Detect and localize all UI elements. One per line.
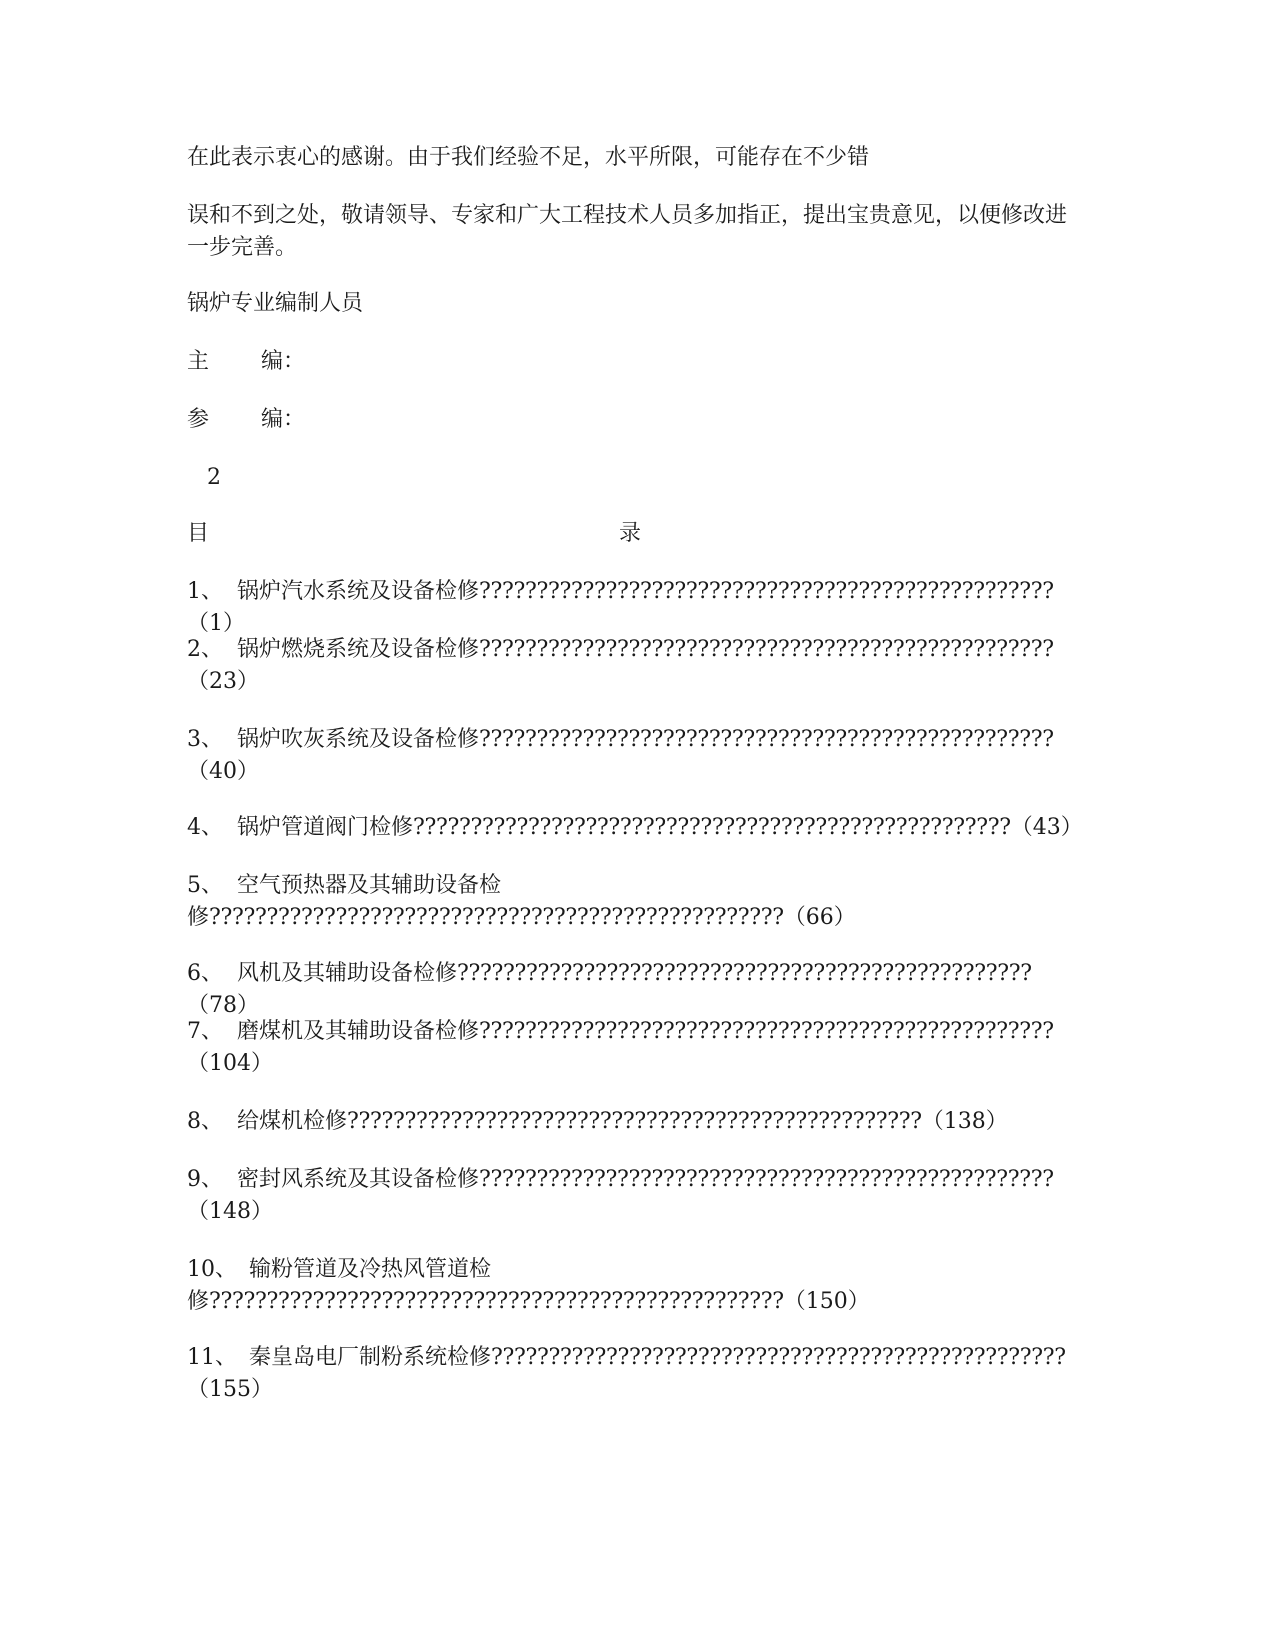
toc-entry[interactable]: [187, 812, 1087, 844]
toc-entry-page: （138）: [921, 1109, 1008, 1134]
toc-entry-title: 风机及其辅助设备检修: [237, 961, 458, 986]
toc-entry-title: 秦皇岛电厂制粉系统检修: [249, 1345, 492, 1370]
toc-entry[interactable]: [187, 958, 1087, 1022]
toc-entry-title: 密封风系统及其设备检修: [237, 1167, 480, 1192]
toc-entry-title: 空气预热器及其辅助设备检修: [187, 873, 502, 930]
toc-entry[interactable]: [187, 1016, 1087, 1080]
toc-entry-leader: ??????????????????????????????????????????????????: [491, 1345, 1066, 1370]
toc-entry-page: （23）: [187, 669, 259, 694]
toc-entry-number: 11、: [187, 1345, 237, 1370]
team-title: 锅炉专业编制人员: [187, 291, 364, 316]
toc-entry[interactable]: [187, 870, 1087, 934]
toc-entry[interactable]: [187, 576, 1087, 640]
toc-entry-page: （1）: [187, 611, 245, 636]
toc-entry-page: （43）: [1010, 815, 1083, 840]
toc-entry[interactable]: [187, 1106, 1087, 1138]
toc-entry[interactable]: [187, 1164, 1087, 1228]
toc-entry-page: （155）: [187, 1377, 273, 1402]
page-number: 2: [207, 465, 221, 490]
toc-entry-number: 4、: [187, 815, 223, 840]
toc-entry-number: 8、: [187, 1109, 223, 1134]
toc-entry-page: （104）: [187, 1051, 273, 1076]
toc-entry-title: 锅炉燃烧系统及设备检修: [237, 637, 480, 662]
toc-entry-leader: ??????????????????????????????????????????????????: [209, 1289, 784, 1314]
toc-entry[interactable]: [187, 1342, 1087, 1406]
toc-entry-number: 6、: [187, 961, 223, 986]
toc-entry[interactable]: [187, 634, 1087, 698]
toc-entry-leader: ??????????????????????????????????????????????????: [479, 727, 1054, 752]
toc-entry-leader: ??????????????????????????????????????????????????: [479, 1167, 1054, 1192]
toc-entry-number: 5、: [187, 873, 223, 898]
toc-entry-leader: ??????????????????????????????????????????????????: [479, 1019, 1054, 1044]
assist-label-a: 参: [187, 407, 210, 432]
toc-entry-leader: ??????????????????????????????????????????????????: [457, 961, 1032, 986]
chief-label-b: 编：: [261, 349, 306, 374]
toc-entry-leader: ??????????????????????????????????????????????????: [347, 1109, 922, 1134]
toc-entry-page: （148）: [187, 1199, 273, 1224]
toc-title-left: 目: [187, 521, 210, 546]
toc-entry-number: 3、: [187, 727, 223, 752]
toc-entry-page: （40）: [187, 759, 259, 784]
toc-entry-number: 1、: [187, 579, 223, 604]
toc-entry-title: 给煤机检修: [237, 1109, 348, 1134]
toc-entry-number: 2、: [187, 637, 223, 662]
toc-entry-page: （78）: [187, 993, 259, 1018]
toc-entry-title: 锅炉汽水系统及设备检修: [237, 579, 480, 604]
toc-entry-number: 9、: [187, 1167, 223, 1192]
toc-entry-title: 锅炉吹灰系统及设备检修: [237, 727, 480, 752]
toc-entry-page: （150）: [783, 1289, 870, 1314]
assist-label-b: 编：: [261, 407, 306, 432]
toc-entry[interactable]: [187, 724, 1087, 788]
toc-entry-title: 磨煤机及其辅助设备检修: [237, 1019, 480, 1044]
chief-label-a: 主: [187, 349, 210, 374]
toc-entry-page: （66）: [783, 905, 856, 930]
chief-editor-row: [187, 346, 306, 378]
toc-entry-leader: ??????????????????????????????????????????????????: [479, 579, 1054, 604]
assist-editor-row: [187, 404, 306, 436]
toc-entry[interactable]: [187, 1254, 1087, 1318]
preface-line-2: 误和不到之处，敬请领导、专家和广大工程技术人员多加指正，提出宝贵意见，以便修改进一步完善。: [187, 203, 1068, 260]
toc-entry-leader: ????????????????????????????????????????????????????: [413, 815, 1011, 840]
toc-entry-number: 7、: [187, 1019, 223, 1044]
toc-entry-title: 输粉管道及冷热风管道检修: [187, 1257, 492, 1314]
toc-entry-leader: ??????????????????????????????????????????????????: [209, 905, 784, 930]
toc-entry-number: 10、: [187, 1257, 237, 1282]
toc-entry-leader: ??????????????????????????????????????????????????: [479, 637, 1054, 662]
toc-entry-title: 锅炉管道阀门检修: [237, 815, 414, 840]
preface-line-1: 在此表示衷心的感谢。由于我们经验不足，水平所限，可能存在不少错: [187, 145, 870, 170]
toc-title-right: 录: [619, 521, 642, 546]
